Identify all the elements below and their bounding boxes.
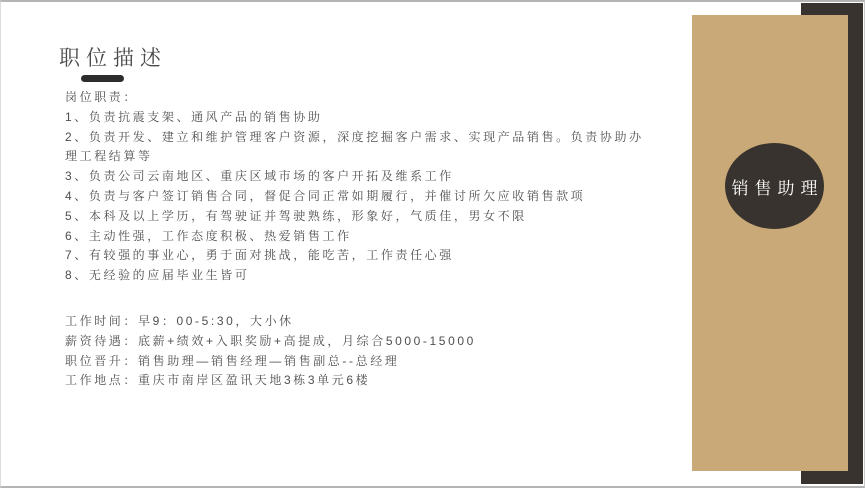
promotion-line: 职位晋升：销售助理—销售经理—销售副总--总经理 xyxy=(65,353,400,368)
job-details-block xyxy=(65,312,690,391)
side-panel xyxy=(692,15,848,471)
section-heading: 岗位职责： xyxy=(65,90,139,104)
responsibilities-block xyxy=(65,88,690,286)
title-underline xyxy=(81,75,124,82)
location-line: 工作地点：重庆市南岸区盈讯天地3栋3单元6楼 xyxy=(65,373,371,388)
responsibility-line: 6、主动性强，工作态度积极、热爱销售工作 xyxy=(65,228,352,243)
salary-line: 薪资待遇：底薪+绩效+入职奖励+高提成，月综合5000-15000 xyxy=(65,333,476,348)
job-title-badge-label: 销售助理 xyxy=(731,178,824,198)
responsibility-line: 1、负责抗震支架、通风产品的销售协助 xyxy=(65,109,323,124)
job-description-body xyxy=(65,88,690,391)
responsibility-line-wrap: 理工程结算等 xyxy=(65,149,153,164)
job-title-badge xyxy=(725,143,824,229)
responsibility-line: 7、有较强的事业心，勇于面对挑战，能吃苦，工作责任心强 xyxy=(65,248,454,263)
responsibility-line: 8、无经验的应届毕业生皆可 xyxy=(65,268,250,283)
responsibility-line: 5、本科及以上学历，有驾驶证并驾驶熟练，形象好，气质佳，男女不限 xyxy=(65,208,527,223)
title-block xyxy=(59,42,167,82)
work-hours-line: 工作时间：早9：00-5:30，大小休 xyxy=(65,313,294,328)
responsibility-line: 3、负责公司云南地区、重庆区域市场的客户开拓及维系工作 xyxy=(65,169,454,184)
responsibility-line: 4、负责与客户签订销售合同，督促合同正常如期履行，并催讨所欠应收销售款项 xyxy=(65,188,586,203)
responsibility-line: 2、负责开发、建立和维护管理客户资源，深度挖掘客户需求、实现产品销售。负责协助办 xyxy=(65,129,644,144)
page-title: 职位描述 xyxy=(59,46,167,70)
